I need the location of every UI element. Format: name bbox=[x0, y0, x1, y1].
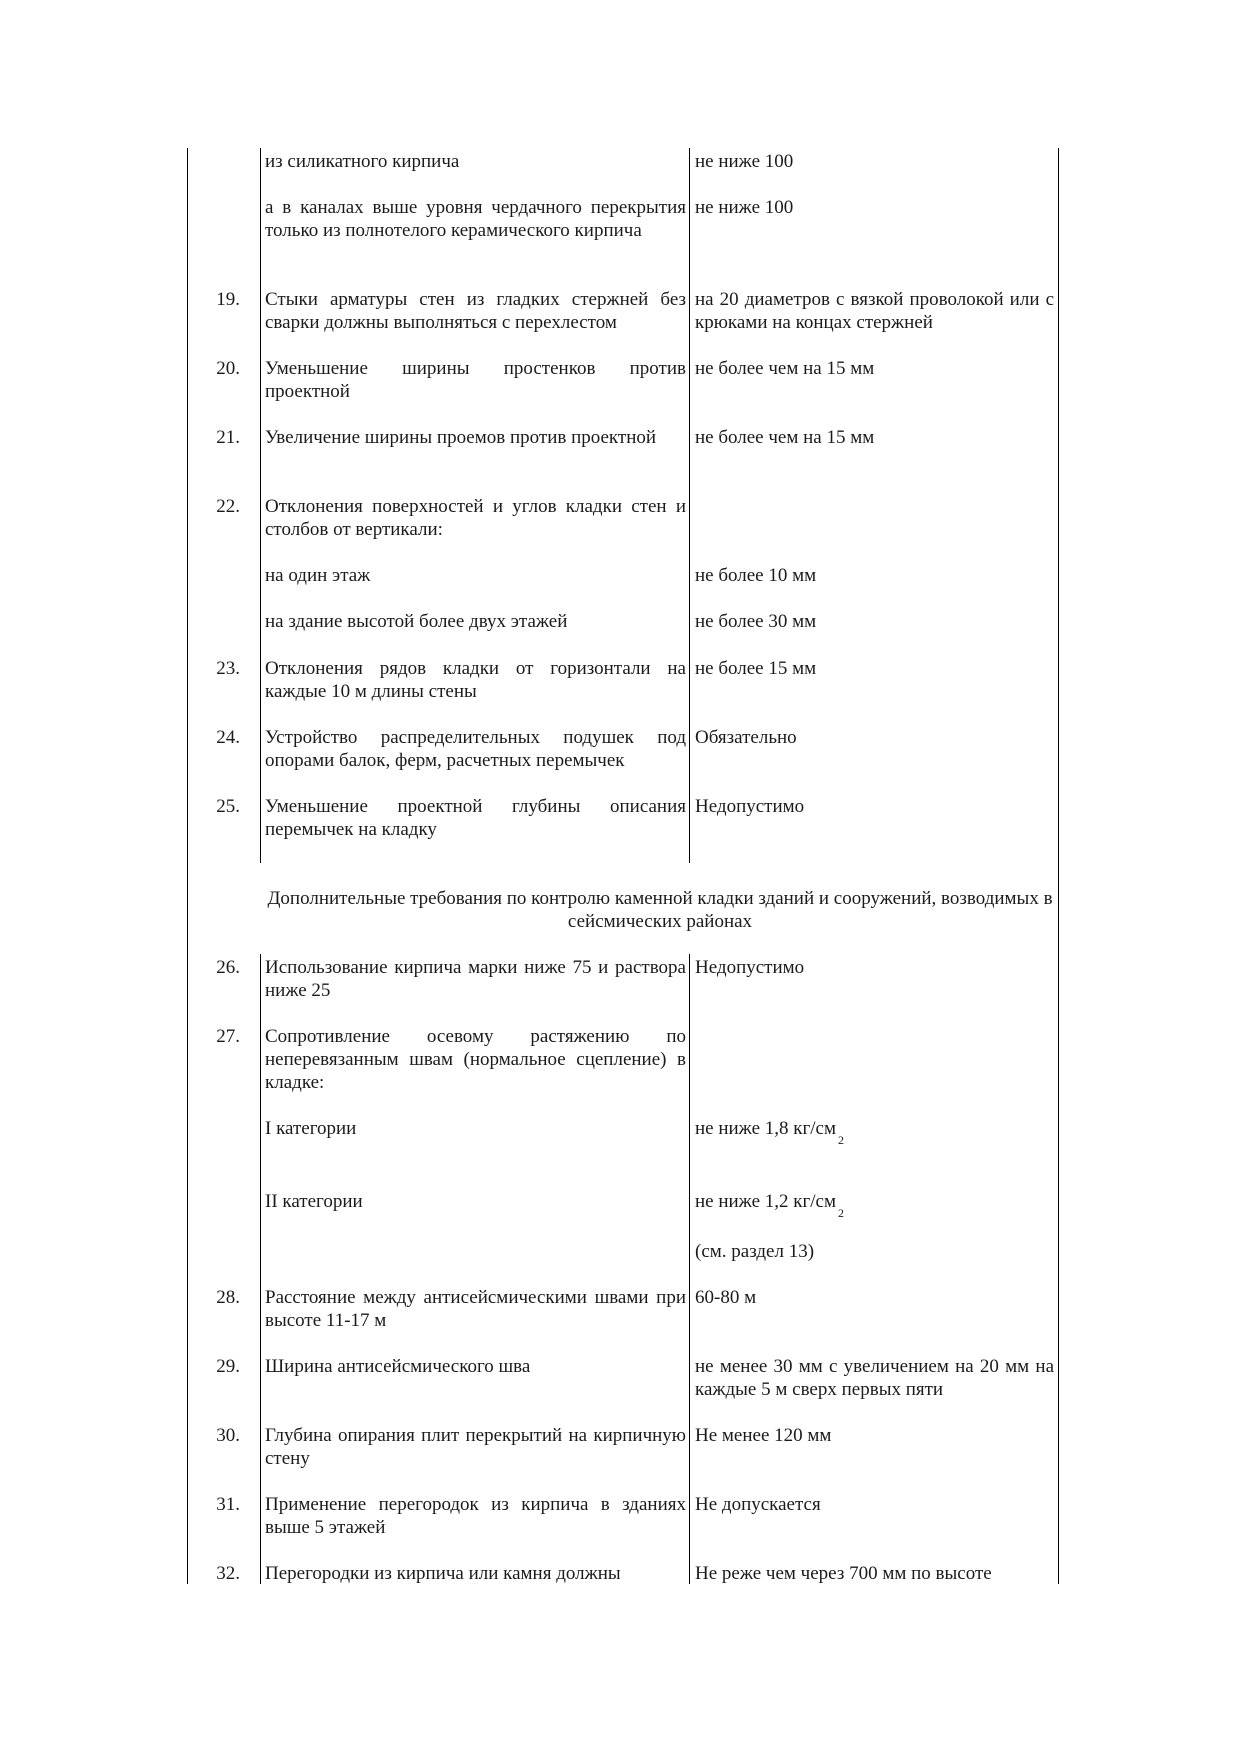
requirement-text: Уменьшение ширины простенков против проектной bbox=[265, 358, 686, 402]
requirement-text: из силикатного кирпича bbox=[265, 151, 460, 172]
requirement-value: Недопустимо bbox=[695, 796, 805, 817]
row-number: 23. bbox=[216, 658, 240, 679]
requirement-text: на здание высотой более двух этажей bbox=[265, 611, 568, 632]
requirement-value: (см. раздел 13) bbox=[695, 1241, 815, 1262]
row-number: 25. bbox=[216, 796, 240, 817]
requirement-text: на один этаж bbox=[265, 565, 371, 586]
requirement-value: 60-80 м bbox=[695, 1287, 757, 1308]
requirement-value: не более 30 мм bbox=[695, 611, 817, 632]
requirement-text: I категории bbox=[265, 1118, 357, 1139]
requirement-text: Стыки арматуры стен из гладких стержней без сварки должны выполняться с перехлестом bbox=[265, 289, 686, 333]
row-number: 29. bbox=[216, 1356, 240, 1377]
row-number: 30. bbox=[216, 1425, 240, 1446]
requirement-value bbox=[695, 1190, 1054, 1220]
requirement-text: Применение перегородок из кирпича в зданиях выше 5 этажей bbox=[265, 1494, 686, 1538]
requirement-value: не менее 30 мм с увеличением на 20 мм на каждые 5 м сверх первых пяти bbox=[695, 1356, 1054, 1400]
requirement-text: Расстояние между антисейсмическими швами при высоте 11-17 м bbox=[265, 1287, 686, 1331]
requirement-text: Устройство распределительных подушек под опорами балок, ферм, расчетных перемычек bbox=[265, 727, 686, 771]
requirement-value: не ниже 100 bbox=[695, 197, 794, 218]
requirement-text: а в каналах выше уровня чердачного перекрытия только из полнотелого керамического кирпича bbox=[265, 197, 686, 241]
row-number: 22. bbox=[216, 496, 240, 517]
requirement-value: не ниже 100 bbox=[695, 151, 794, 172]
value-text: не ниже 1,8 кг/см bbox=[695, 1118, 837, 1139]
row-number: 32. bbox=[216, 1563, 240, 1584]
column-divider-2 bbox=[689, 148, 690, 863]
requirement-text: Отклонения поверхностей и углов кладки стен и столбов от вертикали: bbox=[265, 496, 686, 540]
requirement-value: не более 10 мм bbox=[695, 565, 817, 586]
table-border-right bbox=[1058, 148, 1059, 1584]
requirement-value: на 20 диаметров с вязкой проволокой или с крюками на концах стержней bbox=[695, 289, 1054, 333]
requirement-value: Недопустимо bbox=[695, 957, 805, 978]
requirement-value: Не реже чем через 700 мм по высоте bbox=[695, 1563, 992, 1584]
requirement-value: Не менее 120 мм bbox=[695, 1425, 832, 1446]
requirement-value: не более чем на 15 мм bbox=[695, 427, 875, 448]
value-text: не ниже 1,2 кг/см bbox=[695, 1191, 837, 1212]
requirement-text: Отклонения рядов кладки от горизонтали на каждые 10 м длины стены bbox=[265, 658, 686, 702]
requirement-value bbox=[695, 1117, 1054, 1147]
requirement-text: Перегородки из кирпича или камня должны bbox=[265, 1563, 621, 1584]
row-number: 27. bbox=[216, 1026, 240, 1047]
row-number: 26. bbox=[216, 957, 240, 978]
column-divider-1-lower bbox=[260, 954, 261, 1584]
requirement-value: Обязательно bbox=[695, 727, 797, 748]
unit-exponent: 2 bbox=[838, 1133, 845, 1147]
row-number: 21. bbox=[216, 427, 240, 448]
requirement-value: не более 15 мм bbox=[695, 658, 817, 679]
requirement-text: II категории bbox=[265, 1191, 363, 1212]
requirement-text: Использование кирпича марки ниже 75 и раствора ниже 25 bbox=[265, 957, 686, 1001]
column-divider-2-lower bbox=[689, 954, 690, 1584]
requirement-text: Сопротивление осевому растяжению по неперевязанным швам (нормальное сцепление) в кладке: bbox=[265, 1026, 686, 1093]
section-heading: Дополнительные требования по контролю каменной кладки зданий и сооружений, возводимых в сейсмических районах bbox=[267, 888, 1053, 932]
requirement-value: не более чем на 15 мм bbox=[695, 358, 875, 379]
requirement-text: Ширина антисейсмического шва bbox=[265, 1356, 531, 1377]
requirement-text: Глубина опирания плит перекрытий на кирпичную стену bbox=[265, 1425, 686, 1469]
row-number: 20. bbox=[216, 358, 240, 379]
requirement-text: Увеличение ширины проемов против проектной bbox=[265, 427, 657, 448]
row-number: 31. bbox=[216, 1494, 240, 1515]
unit-exponent: 2 bbox=[838, 1206, 845, 1220]
column-divider-1 bbox=[260, 148, 261, 863]
requirement-text: Уменьшение проектной глубины описания перемычек на кладку bbox=[265, 796, 686, 840]
requirement-value: Не допускается bbox=[695, 1494, 821, 1515]
row-number: 24. bbox=[216, 727, 240, 748]
row-number: 19. bbox=[216, 289, 240, 310]
row-number: 28. bbox=[216, 1287, 240, 1308]
